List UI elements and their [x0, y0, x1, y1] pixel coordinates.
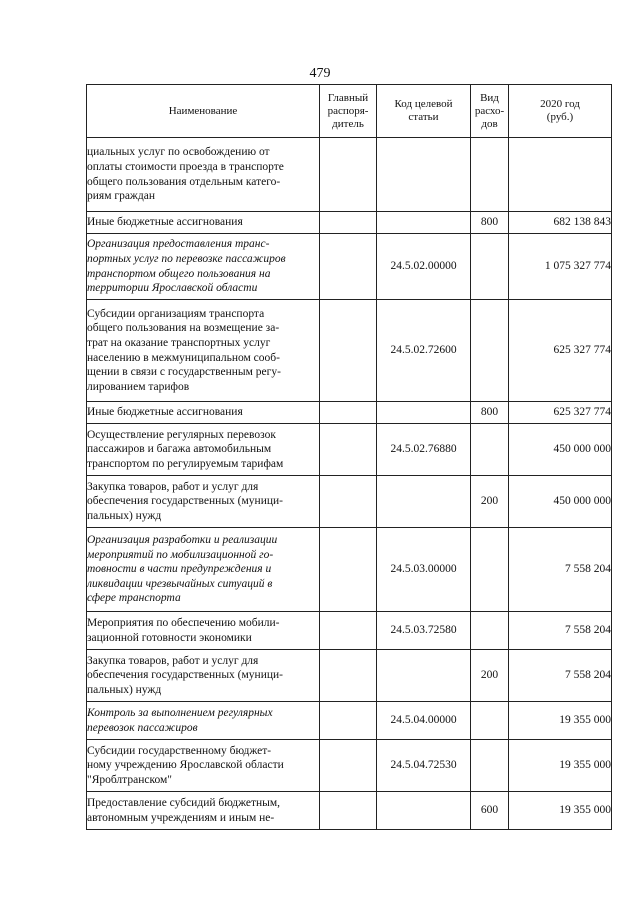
row-code [377, 138, 471, 212]
row-name-line: автономным учреждениям и иным не- [87, 811, 275, 824]
table-row [87, 702, 612, 740]
row-name [87, 650, 320, 702]
row-amount: 1 075 327 774 [509, 234, 612, 300]
row-amount: 7 558 204 [509, 528, 612, 612]
row-glavny [320, 402, 377, 424]
row-glavny [320, 528, 377, 612]
row-name-line: Организация разработки и реализации [87, 534, 278, 547]
header-glavny-line: дитель [332, 117, 364, 130]
header-vid-line: дов [481, 117, 498, 130]
row-name-line: оплаты стоимости проезда в транспорте [87, 160, 284, 173]
row-name [87, 528, 320, 612]
row-name-line: ному учреждению Ярославской области [87, 759, 284, 772]
header-kod-line: статьи [408, 111, 439, 123]
table-row [87, 792, 612, 830]
header-name: Наименование [87, 85, 320, 138]
header-row [87, 85, 612, 138]
row-vid [471, 528, 509, 612]
row-glavny [320, 212, 377, 234]
table-row [87, 212, 612, 234]
row-amount: 450 000 000 [509, 424, 612, 476]
row-code: 24.5.02.76880 [377, 424, 471, 476]
row-name [87, 300, 320, 402]
row-vid: 200 [471, 650, 509, 702]
row-glavny [320, 300, 377, 402]
row-name [87, 424, 320, 476]
row-vid [471, 702, 509, 740]
table-row [87, 234, 612, 300]
table-row [87, 300, 612, 402]
header-vid-line: Вид [480, 91, 499, 104]
row-code: 24.5.04.00000 [377, 702, 471, 740]
row-glavny [320, 612, 377, 650]
row-vid: 800 [471, 402, 509, 424]
row-code [377, 476, 471, 528]
table-row [87, 740, 612, 792]
row-name [87, 612, 320, 650]
row-name-line: портных услуг по перевозке пассажиров [87, 252, 286, 265]
row-name-line: пальных) нужд [87, 509, 162, 522]
row-name [87, 702, 320, 740]
header-vid-line: расхо- [474, 104, 505, 117]
row-code [377, 792, 471, 830]
row-amount: 19 355 000 [509, 740, 612, 792]
row-name-line: товности в части предупреждения и [87, 563, 272, 576]
budget-table [86, 84, 612, 830]
row-amount: 7 558 204 [509, 612, 612, 650]
row-name-line: Предоставление субсидий бюджетным, [87, 796, 281, 809]
row-name-line: лированием тарифов [87, 380, 190, 393]
row-name-line: пальных) нужд [87, 683, 162, 696]
row-code: 24.5.02.72600 [377, 300, 471, 402]
row-code: 24.5.04.72530 [377, 740, 471, 792]
row-vid: 600 [471, 792, 509, 830]
row-code [377, 212, 471, 234]
row-name-line: обеспечения государственных (муници- [87, 495, 283, 508]
row-name [87, 476, 320, 528]
table-row [87, 528, 612, 612]
row-amount: 7 558 204 [509, 650, 612, 702]
row-glavny [320, 702, 377, 740]
row-name-line: перевозок пассажиров [87, 721, 198, 734]
row-name-line: риям граждан [87, 190, 155, 203]
row-name-line: Осуществление регулярных перевозок [87, 428, 276, 441]
row-code [377, 402, 471, 424]
row-name-line: населению в межмуниципальном сооб- [87, 351, 280, 364]
row-name-line: территории Ярославской области [87, 282, 258, 295]
header-glavny [320, 85, 377, 138]
row-glavny [320, 138, 377, 212]
row-code: 24.5.03.00000 [377, 528, 471, 612]
row-name-line: Закупка товаров, работ и услуг для [87, 480, 259, 493]
table-row [87, 402, 612, 424]
row-name-line: Контроль за выполнением регулярных [87, 706, 273, 719]
row-name-line: транспортом по регулируемым тарифам [87, 457, 284, 470]
row-amount: 625 327 774 [509, 402, 612, 424]
header-sum-line: 2020 год [540, 98, 580, 110]
row-vid: 200 [471, 476, 509, 528]
header-kod-line: Код целевой [394, 98, 453, 110]
table-row [87, 650, 612, 702]
header-vid [471, 85, 509, 138]
row-name [87, 792, 320, 830]
row-vid [471, 138, 509, 212]
header-sum-line: (руб.) [546, 111, 574, 123]
row-vid [471, 234, 509, 300]
row-name-line: Организация предоставления транс- [87, 238, 270, 251]
row-name-line: обеспечения государственных (муници- [87, 669, 283, 682]
row-amount: 19 355 000 [509, 792, 612, 830]
row-vid [471, 740, 509, 792]
table-row [87, 476, 612, 528]
row-name-line: общего пользования на возмещение за- [87, 322, 280, 335]
row-amount: 450 000 000 [509, 476, 612, 528]
header-glavny-line: распоря- [327, 104, 369, 117]
row-glavny [320, 740, 377, 792]
row-glavny [320, 792, 377, 830]
row-name-line: Иные бюджетные ассигнования [87, 406, 243, 419]
row-name-line: Субсидии государственному бюджет- [87, 744, 272, 757]
row-name [87, 234, 320, 300]
row-code: 24.5.03.72580 [377, 612, 471, 650]
row-vid [471, 424, 509, 476]
row-glavny [320, 234, 377, 300]
row-name-line: циальных услуг по освобождению от [87, 146, 270, 159]
row-name-line: трат на оказание транспортных услуг [87, 336, 271, 349]
row-name [87, 212, 320, 234]
row-name [87, 402, 320, 424]
row-glavny [320, 650, 377, 702]
row-name-line: общего пользования отдельным катего- [87, 175, 281, 188]
row-name-line: Иные бюджетные ассигнования [87, 216, 243, 229]
row-code [377, 650, 471, 702]
row-name-line: мероприятий по мобилизационной го- [87, 548, 274, 561]
row-amount [509, 138, 612, 212]
table-row [87, 424, 612, 476]
table-row [87, 138, 612, 212]
row-name-line: Закупка товаров, работ и услуг для [87, 654, 259, 667]
row-amount: 682 138 843 [509, 212, 612, 234]
header-kod [377, 85, 471, 138]
row-name-line: пассажиров и багажа автомобильным [87, 443, 272, 456]
row-vid [471, 300, 509, 402]
row-glavny [320, 476, 377, 528]
header-sum [509, 85, 612, 138]
row-name-line: Мероприятия по обеспечению мобили- [87, 616, 280, 629]
page-number: 479 [309, 66, 331, 81]
row-name-line: щении в связи с государственным регу- [87, 366, 281, 379]
row-vid: 800 [471, 212, 509, 234]
row-amount: 19 355 000 [509, 702, 612, 740]
row-name [87, 740, 320, 792]
row-code: 24.5.02.00000 [377, 234, 471, 300]
row-glavny [320, 424, 377, 476]
row-name-line: Субсидии организациям транспорта [87, 307, 265, 320]
header-glavny-line: Главный [327, 91, 369, 104]
row-name-line: сфере транспорта [87, 592, 181, 605]
table-row [87, 612, 612, 650]
row-name-line: ликвидации чрезвычайных ситуаций в [87, 577, 273, 590]
row-name-line: транспортом общего пользования на [87, 267, 271, 280]
row-name-line: зационной готовности экономики [87, 631, 252, 644]
row-name-line: "Яроблтранском" [87, 773, 172, 786]
row-vid [471, 612, 509, 650]
row-amount: 625 327 774 [509, 300, 612, 402]
row-name [87, 138, 320, 212]
